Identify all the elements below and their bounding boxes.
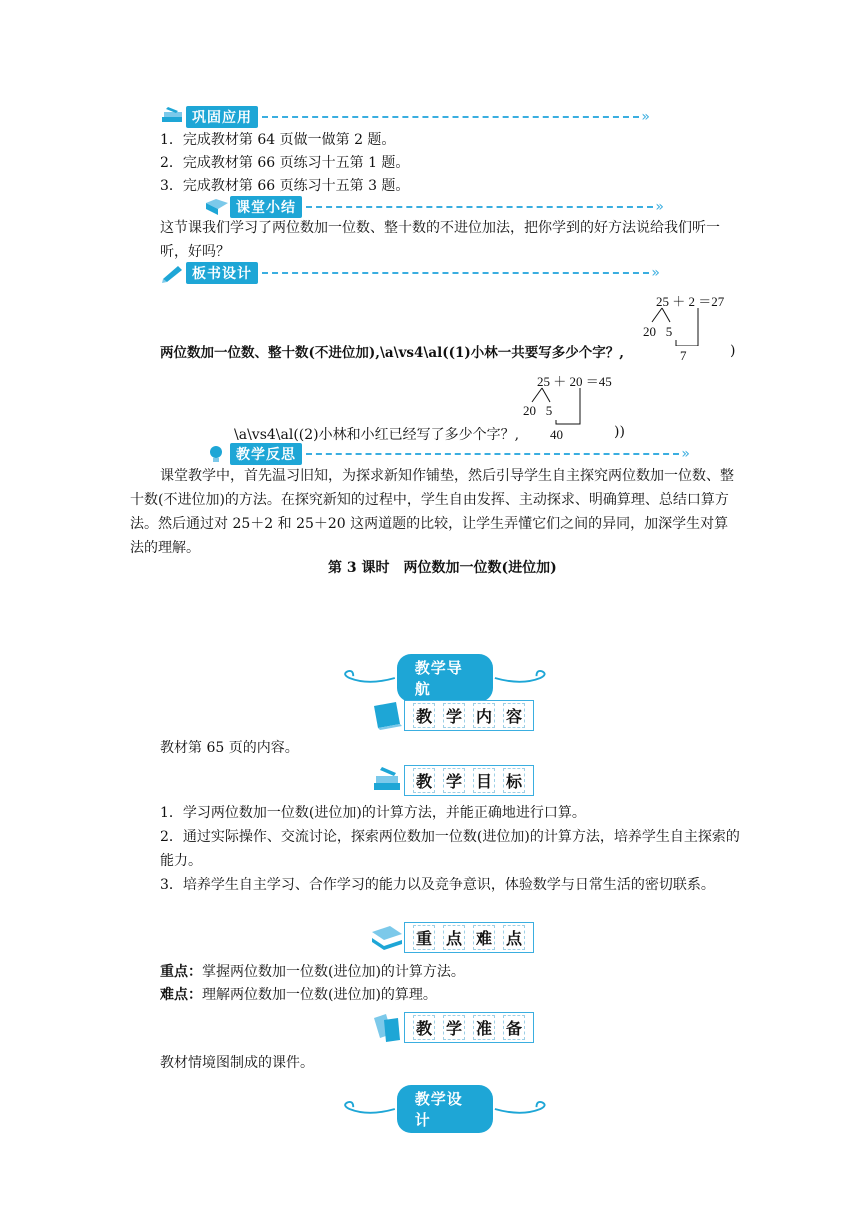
header-char: 教	[413, 703, 435, 728]
double-chevron-icon: »	[655, 199, 664, 215]
header-char: 点	[503, 925, 525, 950]
result-value: 7	[680, 348, 687, 363]
banner-title: 教学设计	[397, 1085, 494, 1133]
split-values: 20 5	[523, 403, 553, 418]
book-icon	[370, 702, 404, 730]
header-char: 学	[443, 1015, 465, 1040]
list-item: 2．通过实际操作、交流讨论，探索两位数加一位数(进位加)的计算方法，培养学生自主探索的能力。	[160, 829, 740, 869]
section-header-reflection	[204, 443, 690, 465]
section-title: 课堂小结	[230, 196, 302, 218]
header-char: 教	[413, 1015, 435, 1040]
list-item: 1．完成教材第 64 页做一做第 2 题。	[160, 132, 396, 148]
split-values: 20 5	[643, 324, 673, 339]
nav-banner	[340, 654, 550, 702]
header-char: 目	[473, 768, 495, 793]
header-char: 重	[413, 925, 435, 950]
section-title: 教学反思	[230, 443, 302, 465]
section-header-summary	[204, 196, 664, 218]
section-header-goals	[370, 765, 534, 796]
difficult-label: 难点：	[160, 987, 202, 1003]
board-line2: \a\vs4\al((2)小林和小红已经写了多少个字？,	[234, 427, 520, 443]
header-char: 标	[503, 768, 525, 793]
header-char: 学	[443, 768, 465, 793]
section-header-prep	[370, 1012, 534, 1043]
header-char: 点	[443, 925, 465, 950]
header-char: 内	[473, 703, 495, 728]
header-chars	[404, 1012, 534, 1043]
difficult-point	[160, 985, 437, 1005]
dashed-divider	[306, 453, 679, 455]
books-icon	[160, 107, 186, 127]
double-chevron-icon: »	[641, 109, 650, 125]
key-label: 重点：	[160, 964, 202, 980]
key-point	[160, 962, 465, 982]
book-icon	[204, 197, 230, 217]
section-title: 巩固应用	[186, 106, 258, 128]
list-item: 3．完成教材第 66 页练习十五第 3 题。	[160, 178, 410, 194]
header-char: 学	[443, 703, 465, 728]
list-item: 2．完成教材第 66 页练习十五第 1 题。	[160, 155, 410, 171]
double-chevron-icon: »	[681, 446, 690, 462]
double-chevron-icon: »	[651, 265, 660, 281]
section-header-keypoints	[370, 922, 534, 953]
header-chars	[404, 922, 534, 953]
board-heading: 两位数加一位数、整十数(不进位加),\a\vs4\al((1)小林一共要写多少个字？,	[160, 345, 624, 361]
swirl-right-icon	[493, 668, 550, 688]
pages-icon	[370, 1014, 404, 1042]
header-char: 教	[413, 768, 435, 793]
section-title: 板书设计	[186, 262, 258, 284]
lightbulb-icon	[204, 444, 230, 464]
list-item: 1．学习两位数加一位数(进位加)的计算方法，并能正确地进行口算。	[160, 805, 586, 821]
section-header-content	[370, 700, 534, 731]
list-item: 3．培养学生自主学习、合作学习的能力以及竞争意识，体验数学与日常生活的密切联系。	[160, 877, 715, 893]
header-char: 准	[473, 1015, 495, 1040]
section-header-consolidation	[160, 106, 650, 128]
books-icon	[370, 767, 404, 795]
header-char: 容	[503, 703, 525, 728]
header-char: 备	[503, 1015, 525, 1040]
summary-text: 这节课我们学习了两位数加一位数、整十数的不进位加法，把你学到的好方法说给我们听一听，好吗？	[160, 220, 720, 260]
stack-icon	[370, 924, 404, 952]
banner-title: 教学导航	[397, 654, 494, 702]
dashed-divider	[262, 272, 649, 274]
content-text: 教材第 65 页的内容。	[160, 740, 299, 756]
bracket-close: ))	[614, 424, 625, 440]
dashed-divider	[306, 206, 653, 208]
swirl-left-icon	[340, 1099, 397, 1119]
equation: 25 ＋ 2 ＝27	[656, 294, 725, 309]
equation: 25 ＋ 20 ＝45	[537, 374, 612, 389]
section-header-board	[160, 262, 660, 284]
lesson-title: 第 3 课时 两位数加一位数(进位加)	[328, 560, 557, 576]
result-value: 40	[550, 427, 563, 442]
swirl-right-icon	[493, 1099, 550, 1119]
header-char: 难	[473, 925, 495, 950]
prep-text: 教材情境图制成的课件。	[160, 1055, 314, 1071]
dashed-divider	[262, 116, 639, 118]
design-banner	[340, 1085, 550, 1133]
pen-icon	[160, 263, 186, 283]
bracket-close: )	[730, 343, 736, 359]
difficult-text: 理解两位数加一位数(进位加)的算理。	[202, 987, 437, 1003]
header-chars	[404, 700, 534, 731]
swirl-left-icon	[340, 668, 397, 688]
header-chars	[404, 765, 534, 796]
key-text: 掌握两位数加一位数(进位加)的计算方法。	[202, 964, 465, 980]
reflection-text: 课堂教学中，首先温习旧知，为探求新知作铺垫，然后引导学生自主探究两位数加一位数、整十数(不进位加)的方法。在探究新知的过程中，学生自由发挥、主动探求、明确算理、总结口算方法。然后通过对 25＋2 和 25＋20 这两道题的比较，让学生弄懂它们之间的异同，加深学生对算法的理解。	[130, 468, 734, 556]
